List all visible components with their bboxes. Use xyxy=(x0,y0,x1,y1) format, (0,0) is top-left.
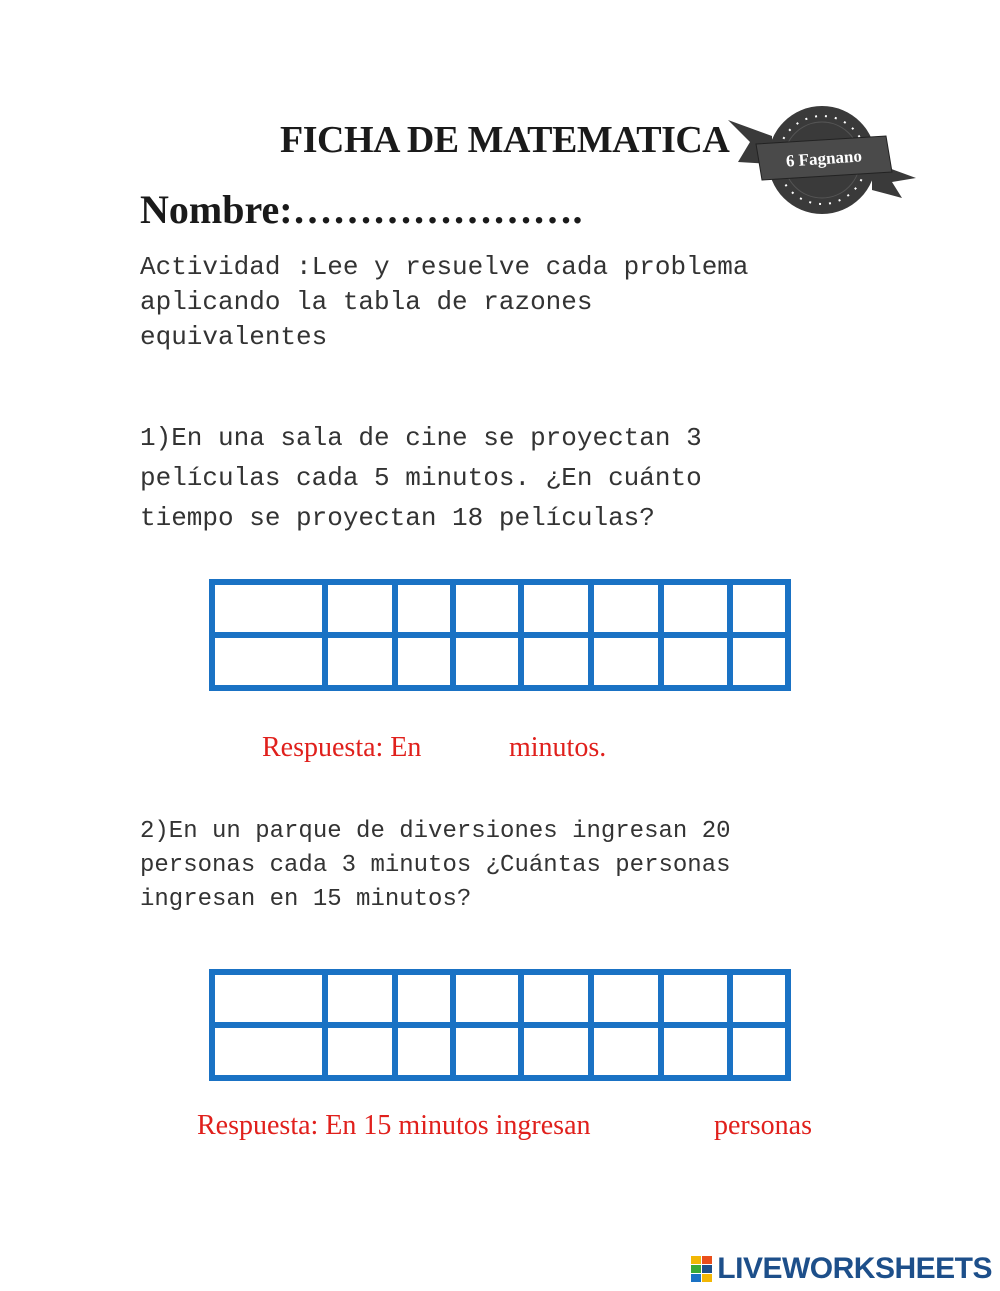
problem-line: películas cada 5 minutos. ¿En cuánto xyxy=(140,463,702,493)
table-cell-input[interactable] xyxy=(730,582,788,635)
ratio-table-2 xyxy=(208,968,792,1082)
problem-2-text xyxy=(140,815,860,917)
table-cell-input[interactable] xyxy=(521,635,591,688)
table-cell-input[interactable] xyxy=(730,635,788,688)
table-cell-input[interactable] xyxy=(661,635,730,688)
answer-2-suffix: personas xyxy=(714,1110,812,1141)
table-cell-input[interactable] xyxy=(395,635,453,688)
table-cell-input[interactable] xyxy=(395,1025,453,1078)
problem-1-text xyxy=(140,418,860,538)
table-cell-input[interactable] xyxy=(591,972,661,1025)
table-cell-input[interactable] xyxy=(661,1025,730,1078)
table-cell-input[interactable] xyxy=(212,1025,325,1078)
name-label: Nombre:…………………. xyxy=(140,187,583,232)
table-cell-input[interactable] xyxy=(591,635,661,688)
table-cell-input[interactable] xyxy=(453,635,521,688)
liveworksheets-icon xyxy=(691,1256,713,1282)
liveworksheets-logo-text: LIVEWORKSHEETS xyxy=(717,1252,992,1285)
ratio-table-1 xyxy=(208,578,792,692)
problem-line: 2)En un parque de diversiones ingresan 20 xyxy=(140,818,731,845)
table-cell-input[interactable] xyxy=(730,1025,788,1078)
table-cell-input[interactable] xyxy=(453,582,521,635)
answer-1-prefix: Respuesta: En xyxy=(262,732,422,763)
problem-line: ingresan en 15 minutos? xyxy=(140,886,472,913)
table-cell-input[interactable] xyxy=(521,582,591,635)
table-cell-input[interactable] xyxy=(591,1025,661,1078)
problem-line: tiempo se proyectan 18 películas? xyxy=(140,503,655,533)
problem-line: 1)En una sala de cine se proyectan 3 xyxy=(140,423,702,453)
table-cell-input[interactable] xyxy=(730,972,788,1025)
table-cell-input[interactable] xyxy=(325,635,395,688)
table-cell-input[interactable] xyxy=(521,1025,591,1078)
table-cell-input[interactable] xyxy=(325,582,395,635)
liveworksheets-logo xyxy=(691,1252,992,1286)
table-cell-input[interactable] xyxy=(395,972,453,1025)
table-cell-input[interactable] xyxy=(325,972,395,1025)
table-cell-input[interactable] xyxy=(395,582,453,635)
table-cell-input[interactable] xyxy=(212,635,325,688)
problem-line: personas cada 3 minutos ¿Cuántas personas xyxy=(140,852,731,879)
page-title: FICHA DE MATEMATICA xyxy=(280,119,730,161)
activity-instructions xyxy=(140,250,860,355)
activity-line: aplicando la tabla de razones xyxy=(140,287,593,317)
table-cell-input[interactable] xyxy=(591,582,661,635)
school-seal-badge xyxy=(726,100,918,220)
table-cell-input[interactable] xyxy=(453,1025,521,1078)
table-cell-input[interactable] xyxy=(212,972,325,1025)
activity-line: equivalentes xyxy=(140,322,328,352)
seal-label: 6 Fagnano xyxy=(785,146,863,171)
table-cell-input[interactable] xyxy=(521,972,591,1025)
table-cell-input[interactable] xyxy=(212,582,325,635)
table-cell-input[interactable] xyxy=(325,1025,395,1078)
answer-1-suffix: minutos. xyxy=(509,732,607,763)
activity-line: Actividad :Lee y resuelve cada problema xyxy=(140,252,749,282)
answer-2-prefix: Respuesta: En 15 minutos ingresan xyxy=(197,1110,591,1141)
table-cell-input[interactable] xyxy=(453,972,521,1025)
table-cell-input[interactable] xyxy=(661,582,730,635)
table-cell-input[interactable] xyxy=(661,972,730,1025)
